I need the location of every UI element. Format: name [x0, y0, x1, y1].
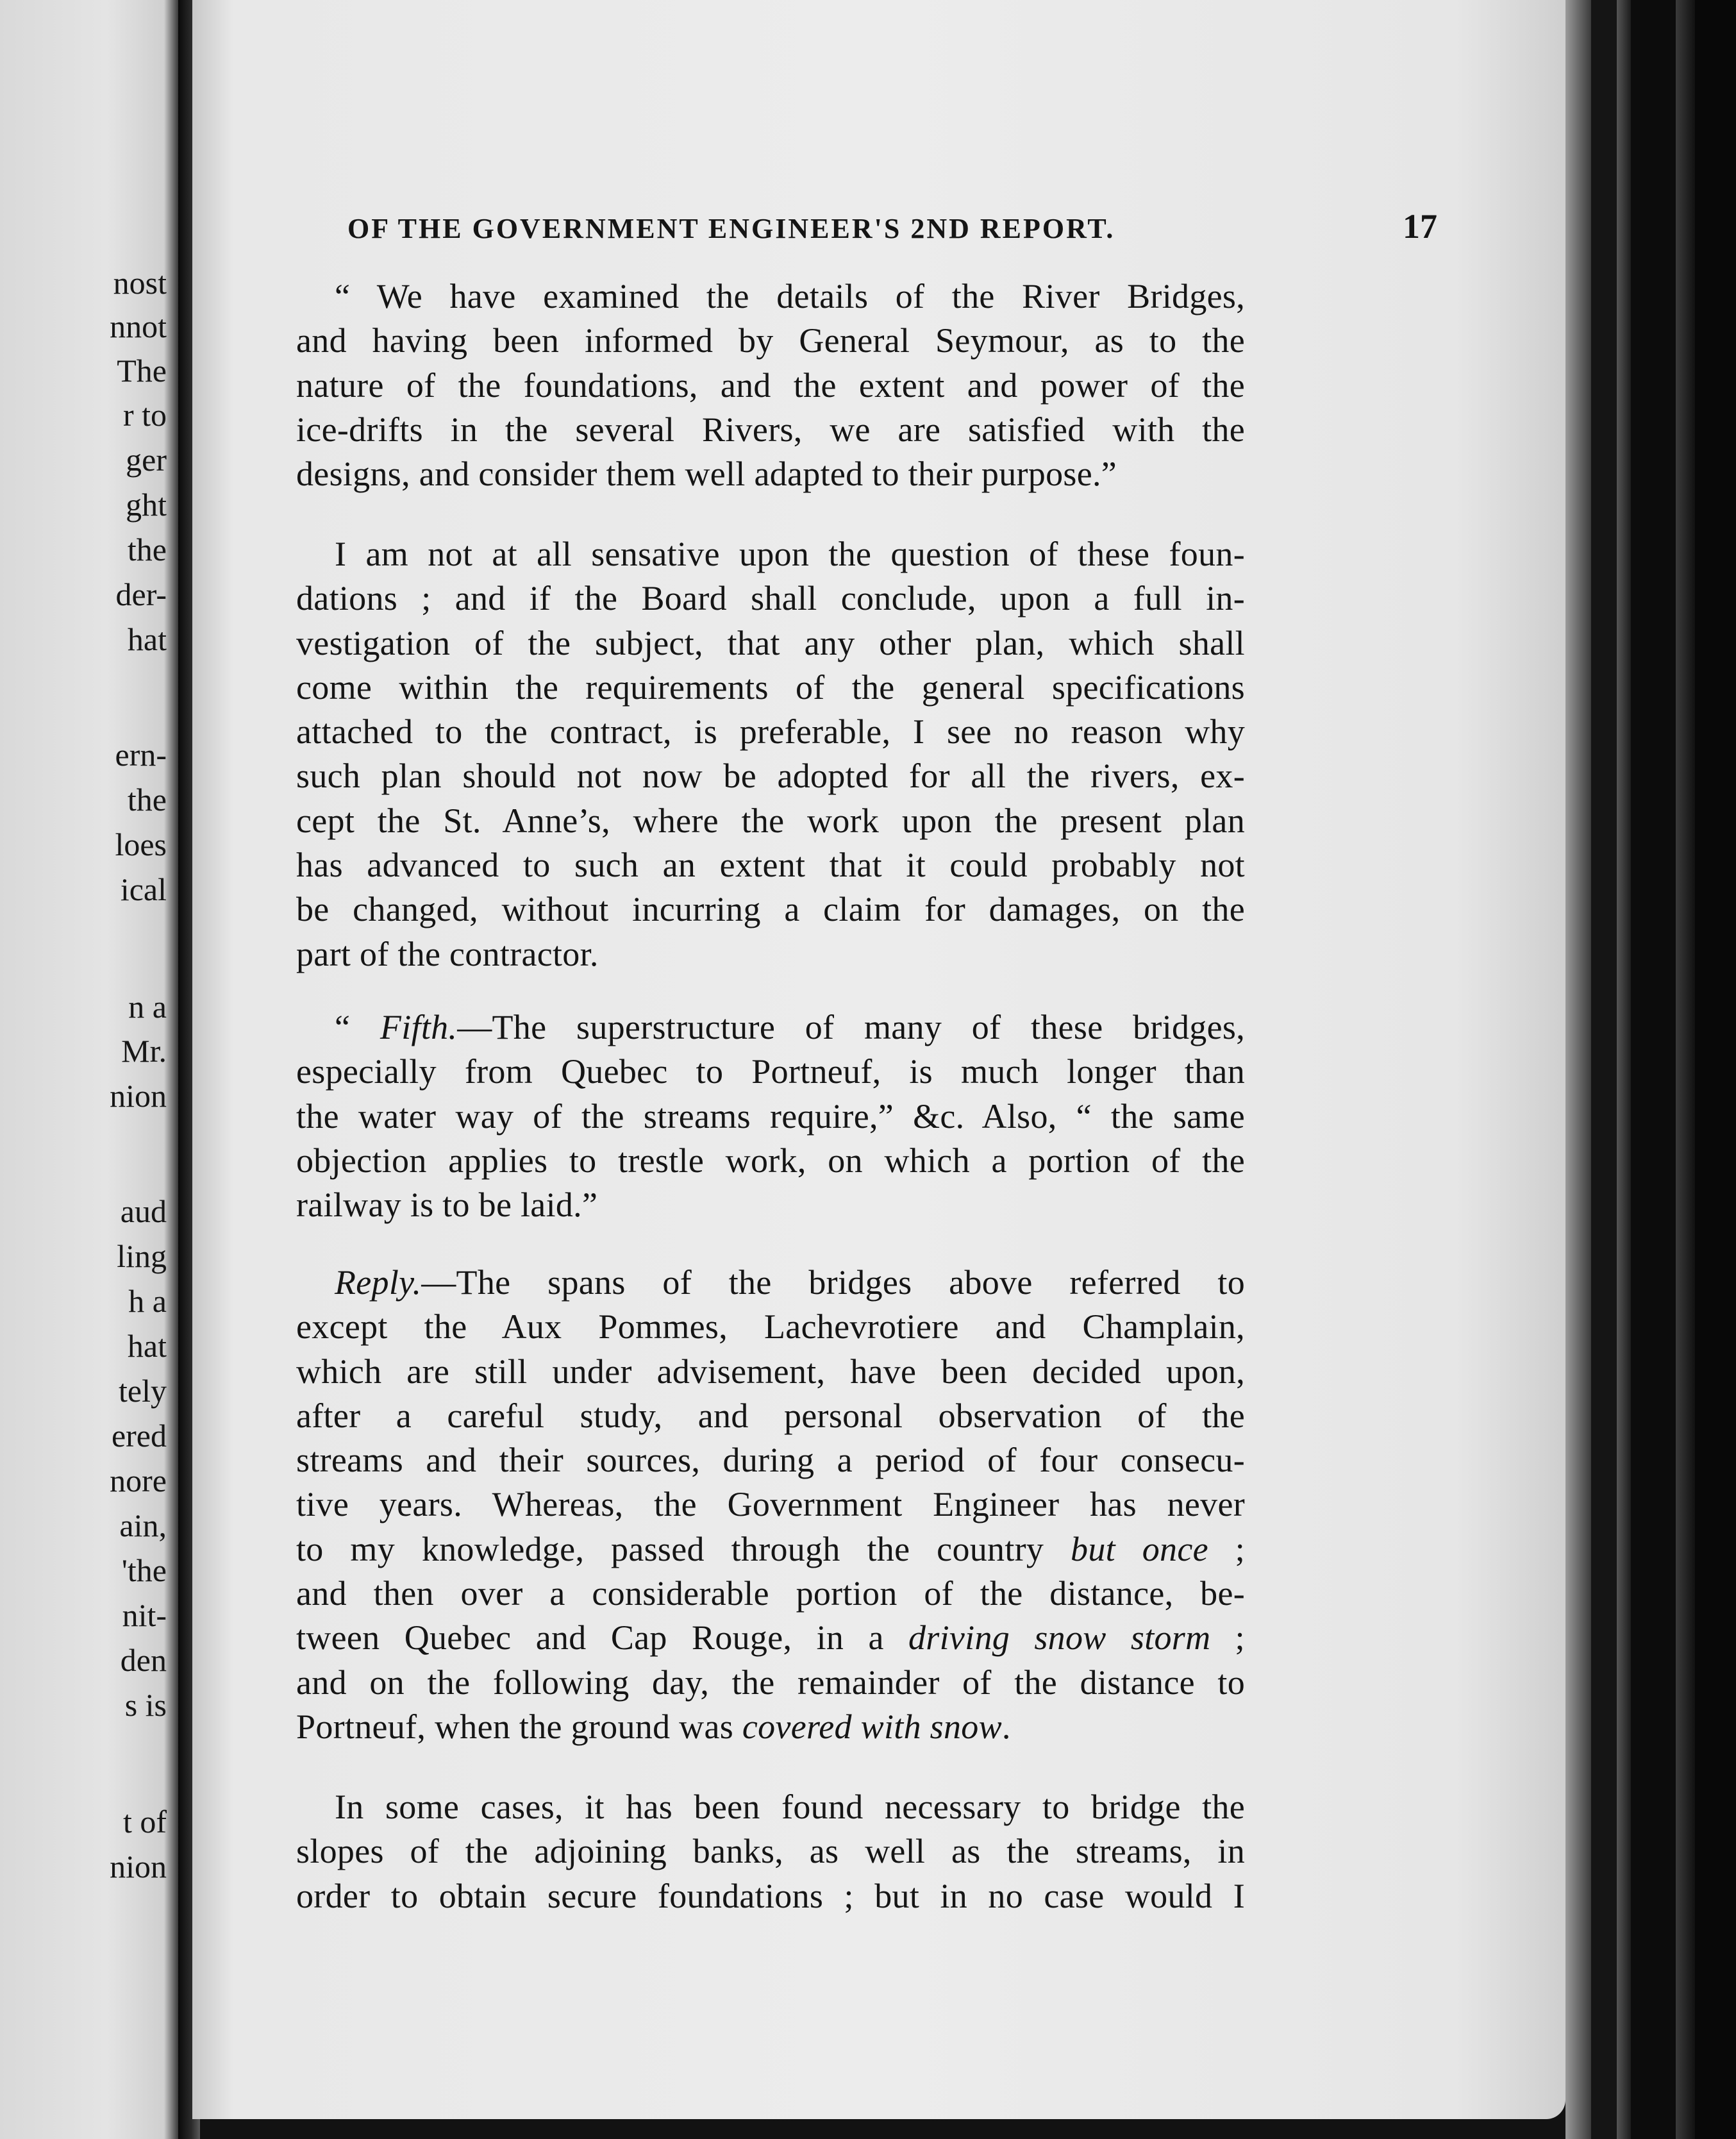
- previous-page-fragment: the: [127, 532, 167, 567]
- text-line: streams and their sources, during a period of four consecu-: [296, 1441, 1245, 1480]
- text-line: “ We have examined the details of the River Bridges,: [335, 277, 1245, 315]
- previous-page-fragment: n a: [128, 989, 167, 1025]
- previous-page-fragment: The: [117, 353, 167, 389]
- text-line: which are still under advisement, have been decided upon,: [296, 1352, 1245, 1391]
- text-line: slopes of the adjoining banks, as well as the streams, in: [296, 1832, 1245, 1871]
- previous-page-fragment: nion: [110, 1078, 167, 1114]
- previous-page-fragment: nion: [110, 1849, 167, 1884]
- previous-page-fragment: ered: [111, 1418, 167, 1454]
- previous-page-fragment: 'the: [121, 1552, 167, 1588]
- text-line: I am not at all sensative upon the question of these foun-: [335, 535, 1245, 573]
- text-line: after a careful study, and personal observation of the: [296, 1396, 1245, 1435]
- book-page-edge: [1591, 0, 1617, 2139]
- text-line: vestigation of the subject, that any other plan, which shall: [296, 623, 1245, 662]
- text-line: “ Fifth.—The superstructure of many of these bridges,: [335, 1008, 1245, 1046]
- text-line: except the Aux Pommes, Lachevrotiere and Champlain,: [296, 1307, 1245, 1346]
- previous-page-fragment: t of: [122, 1804, 167, 1840]
- text-line: cept the St. Anne’s, where the work upon the present plan: [296, 801, 1245, 840]
- text-line: order to obtain secure foundations ; but in no case would I: [296, 1876, 1245, 1915]
- previous-page-fragment: der-: [115, 576, 167, 612]
- text-line: such plan should not now be adopted for all the rivers, ex-: [296, 757, 1245, 796]
- text-line: tween Quebec and Cap Rouge, in a driving snow storm ;: [296, 1618, 1245, 1657]
- previous-page-fragment: hat: [127, 1328, 167, 1364]
- text-line: be changed, without incurring a claim for damages, on the: [296, 890, 1245, 929]
- book-page: [192, 0, 1565, 2119]
- text-line: objection applies to trestle work, on which a portion of the: [296, 1141, 1245, 1180]
- previous-page-fragment: den: [120, 1642, 167, 1678]
- paragraph-quotation: [296, 274, 1245, 496]
- previous-page-fragment: ght: [126, 487, 167, 523]
- text-line: part of the contractor.: [296, 934, 599, 973]
- book-page-edge: [1565, 0, 1591, 2139]
- previous-page-fragment: nnot: [110, 308, 167, 344]
- previous-page-fragment: nost: [113, 265, 167, 301]
- previous-page-fragment: ical: [120, 871, 167, 907]
- previous-page-fragment: ger: [126, 442, 167, 478]
- text-line: especially from Quebec to Portneuf, is much longer than: [296, 1052, 1245, 1091]
- page-number: 17: [1403, 207, 1437, 246]
- previous-page-fragment: h a: [128, 1283, 167, 1319]
- previous-page-fragment: Mr.: [121, 1033, 167, 1069]
- previous-page-fragment: r to: [122, 397, 167, 433]
- paragraph-bridging-slopes: [296, 1785, 1245, 1918]
- text-line: attached to the contract, is preferable, I see no reason why: [296, 712, 1245, 751]
- previous-page-edge: [0, 0, 178, 2139]
- paragraph-fifth-objection: [296, 1005, 1245, 1227]
- text-line: Reply.—The spans of the bridges above referred to: [335, 1263, 1245, 1302]
- previous-page-fragment: ain,: [119, 1507, 167, 1543]
- previous-page-fragment: ling: [117, 1238, 167, 1274]
- text-line: designs, and consider them well adapted to their purpose.”: [296, 455, 1117, 494]
- book-page-edge: [1617, 0, 1631, 2139]
- previous-page-fragment: aud: [120, 1193, 167, 1229]
- text-line: and having been informed by General Seymour, as to the: [296, 321, 1245, 360]
- previous-page-fragment: hat: [127, 621, 167, 657]
- text-line: ice-drifts in the several Rivers, we are satisfied with the: [296, 410, 1245, 449]
- text-line: In some cases, it has been found necessary to bridge the: [335, 1788, 1245, 1826]
- text-line: nature of the foundations, and the extent and power of the: [296, 365, 1245, 405]
- text-line: and then over a considerable portion of the distance, be-: [296, 1574, 1245, 1613]
- text-line: to my knowledge, passed through the country but once ;: [296, 1529, 1245, 1568]
- previous-page-fragment: ern-: [115, 737, 167, 773]
- paragraph-foundations: [296, 532, 1245, 977]
- previous-page-fragment: loes: [115, 826, 167, 862]
- previous-page-fragment: the: [127, 782, 167, 818]
- text-line: has advanced to such an extent that it could probably not: [296, 846, 1245, 885]
- paragraph-reply: [296, 1261, 1245, 1749]
- previous-page-fragment: s is: [124, 1687, 167, 1723]
- book-page-edge: [1631, 0, 1676, 2139]
- running-title: OF THE GOVERNMENT ENGINEER'S 2ND REPORT.: [347, 213, 1115, 244]
- text-line: come within the requirements of the general specifications: [296, 667, 1245, 707]
- text-line: the water way of the streams require,” &c. Also, “ the same: [296, 1096, 1245, 1136]
- previous-page-fragment: nit-: [122, 1597, 167, 1633]
- previous-page-fragment: tely: [119, 1373, 167, 1409]
- text-line: Portneuf, when the ground was covered with snow.: [296, 1707, 1011, 1746]
- text-line: and on the following day, the remainder of the distance to: [296, 1663, 1245, 1702]
- text-line: tive years. Whereas, the Government Engineer has never: [296, 1485, 1245, 1524]
- running-header: [347, 206, 1437, 246]
- book-page-edge: [1676, 0, 1695, 2139]
- book-page-edge: [1695, 0, 1736, 2139]
- text-line: railway is to be laid.”: [296, 1186, 598, 1225]
- previous-page-fragment: nore: [110, 1463, 167, 1498]
- text-line: dations ; and if the Board shall conclude, upon a full in-: [296, 579, 1245, 618]
